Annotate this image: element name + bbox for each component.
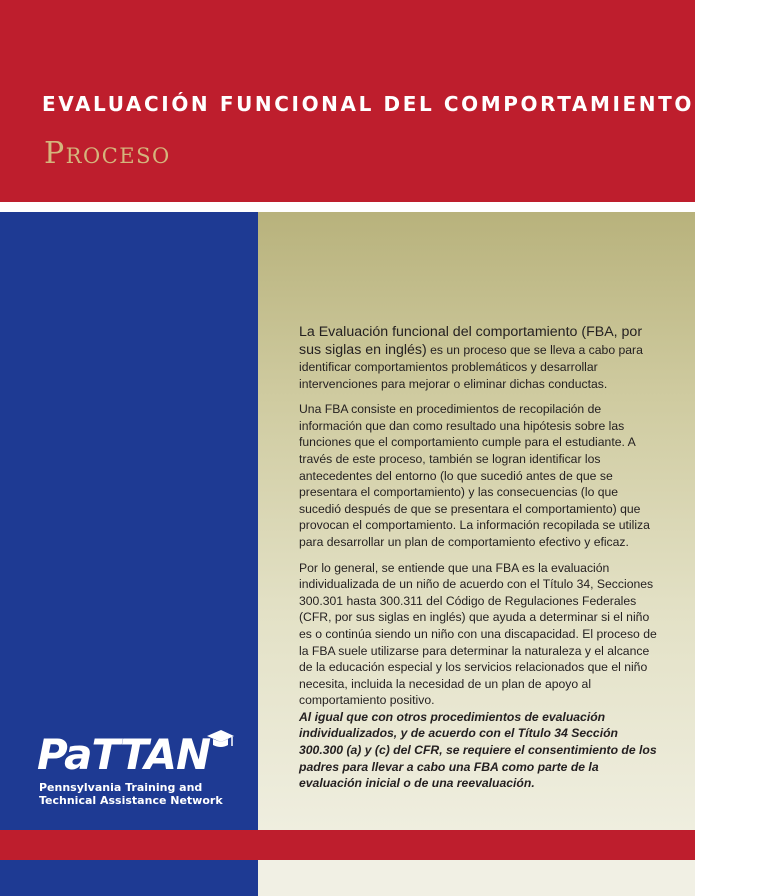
paragraph-3: Por lo general, se entiende que una FBA es la evaluación individualizada de un niño de acuerdo con el Título 34, Secciones 300.301 hasta 300.311 del Código de Regulaciones Federales (CFR, por sus siglas en inglés) que ayuda a determinar si el niño es o continúa siendo un niño con una discapacidad. El proceso de la FBA suele utilizarse para determinar la naturaleza y el alcance de la educación especial y los servicios relacionados que el niño necesita, incluida la necesidad de un plan de apoyo al comportamiento positivo. bbox=[299, 560, 657, 708]
paragraph-2: Una FBA consiste en procedimientos de recopilación de información que dan como resultado una hipótesis sobre las funciones que el comportamiento cumple para el estudiante. A través de este proceso, también se logran identificar los antecedentes del entorno (lo que sucedió antes de que se presentara el comportamiento) y las consecuencias (lo que sucedió después de que se presentara el comportamiento) que provocan el comportamiento. La información recopilada se utiliza para desarrollar un plan de comportamiento efectivo y eficaz. bbox=[299, 402, 650, 549]
footer-light-block bbox=[258, 860, 695, 896]
consent-emphasis: Al igual que con otros procedimientos de evaluación individualizados, y de acuerdo con el Título 34 Sección 300.300 (a) y (c) del CFR, se requiere el consentimiento de los padres para llevar a cabo una FBA como parte de la evaluación inicial o de una reevaluación. bbox=[299, 709, 657, 791]
logo-line-2: Technical Assistance Network bbox=[39, 794, 223, 807]
footer-blue-block bbox=[0, 860, 258, 896]
document-subtitle: Proceso bbox=[44, 136, 171, 171]
intro-bold-text: La Evaluación funcional del comportamiento (FBA, por sus siglas en inglés) bbox=[299, 324, 643, 358]
body-text bbox=[299, 324, 661, 801]
document-title: EVALUACIÓN FUNCIONAL DEL COMPORTAMIENTO (FBA) bbox=[42, 92, 779, 116]
logo-wordmark: PaTTAN bbox=[37, 730, 211, 779]
intro-rest-text: es un proceso que se lleva a cabo para identificar comportamientos problemáticos y desarrollar intervenciones para mejorar o eliminar dichas conductas. bbox=[299, 342, 643, 391]
pattan-logo bbox=[37, 730, 247, 810]
logo-line-1: Pennsylvania Training and bbox=[39, 781, 203, 794]
intro-paragraph bbox=[299, 324, 661, 392]
footer-red-band bbox=[0, 830, 695, 860]
